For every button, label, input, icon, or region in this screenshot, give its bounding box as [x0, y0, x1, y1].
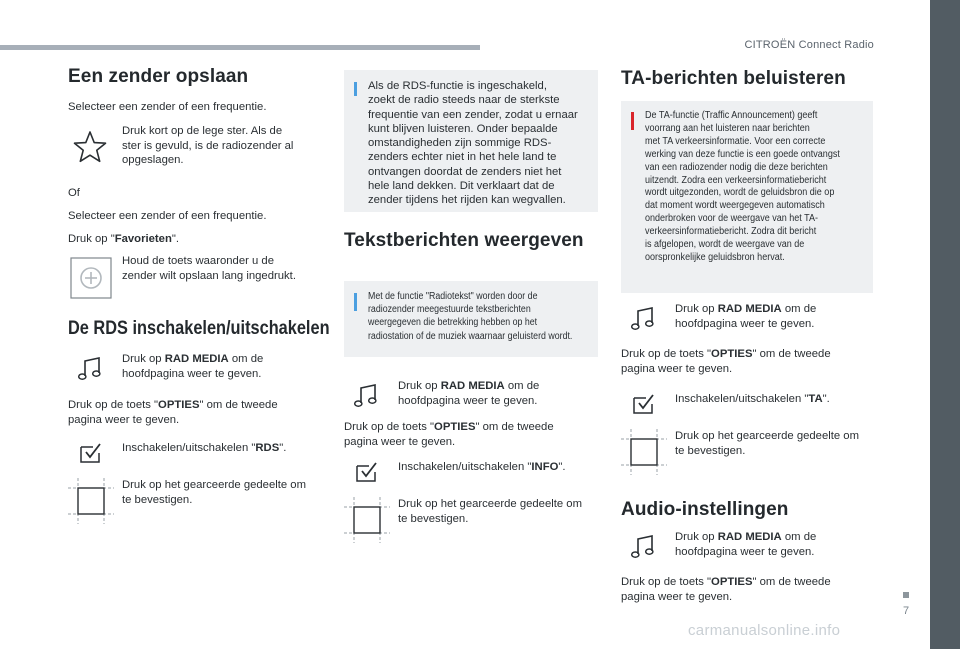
rad-media-instruction: Druk op RAD MEDIA om de hoofdpagina weer te geven. — [122, 353, 264, 380]
header-brand: CITROËN Connect Radio — [744, 39, 874, 51]
add-preset-icon — [70, 257, 112, 299]
section-title-rds: De RDS inschakelen/uitschakelen — [68, 318, 330, 339]
info-icon — [354, 82, 357, 96]
audio-rad-media-instruction: Druk op RAD MEDIA om de hoofdpagina weer te geven. — [675, 531, 817, 558]
info-toggle-instruction: Inschakelen/uitschakelen "INFO". — [398, 461, 566, 473]
audio-options-instruction: Druk op de toets "OPTIES" om de tweede pagina weer te geven. — [621, 576, 831, 603]
confirm-instruction: Druk op het gearceerde gedeelte om te bevestigen. — [675, 430, 860, 457]
section-title-text-messages: Tekstberichten weergeven — [344, 230, 584, 251]
warning-note-ta: De TA-functie (Traffic Announcement) geeft voorrang aan het luisteren naar berichten met TA verkeersinformatie. Voor een correcte werking van deze functie is een goede ontvangst van een radiozender nodig die deze berichten uitzendt. Zodra een verkeersinformatiebericht wordt uitgezonden, wordt de geluidsbron die op dat moment wordt weergegeven automatisch onderbroken voor de weergave van het TA- verkeersinformatiebericht. Zodra dit bericht is afgelopen, wordt de weergave van de oorspronkelijke geluidsbron hervat. — [621, 101, 873, 293]
options-instruction: Druk op de toets "OPTIES" om de tweede pagina weer te geven. — [68, 399, 278, 426]
star-icon — [73, 130, 107, 164]
preset-instruction: Houd de toets waaronder u de zender wilt opslaan lang ingedrukt. — [122, 255, 296, 282]
header-rule — [0, 45, 480, 50]
rad-media-instruction: Druk op RAD MEDIA om de hoofdpagina weer te geven. — [398, 380, 540, 407]
options-instruction: Druk op de toets "OPTIES" om de tweede pagina weer te geven. — [344, 421, 554, 448]
music-note-icon — [352, 383, 380, 411]
checkbox-icon — [356, 461, 378, 483]
page-marker — [903, 592, 909, 598]
confirm-area-icon — [68, 478, 114, 524]
rds-toggle-instruction: Inschakelen/uitschakelen "RDS". — [122, 442, 287, 454]
ta-toggle-instruction: Inschakelen/uitschakelen "TA". — [675, 393, 830, 405]
confirm-area-icon — [344, 497, 390, 543]
section-title-save-station: Een zender opslaan — [68, 66, 249, 87]
checkbox-icon — [633, 393, 655, 415]
star-instruction: Druk kort op de lege ster. Als de ster is gevuld, is de radiozender al opgeslagen. — [122, 125, 294, 166]
paragraph: Selecteer een zender of een frequentie. — [68, 210, 267, 222]
options-instruction: Druk op de toets "OPTIES" om de tweede pagina weer te geven. — [621, 348, 831, 375]
or-text: Of — [68, 187, 80, 199]
music-note-icon — [629, 534, 657, 562]
info-note-radiotext: Met de functie "Radiotekst" worden door de radiozender meegestuurde tekstberichten weergegeven die betrekking hebben op het radiostation of de muziek waarnaar geluisterd wordt. — [344, 281, 598, 357]
paragraph: Selecteer een zender of een frequentie. — [68, 101, 267, 113]
confirm-area-icon — [621, 429, 667, 475]
music-note-icon — [629, 306, 657, 334]
watermark: carmanualsonline.info — [688, 622, 841, 639]
favorites-instruction: Druk op "Favorieten". — [68, 233, 180, 245]
confirm-instruction: Druk op het gearceerde gedeelte om te bevestigen. — [122, 479, 307, 506]
section-title-ta: TA-berichten beluisteren — [621, 68, 846, 89]
music-note-icon — [76, 356, 104, 384]
checkbox-icon — [80, 442, 102, 464]
warning-icon — [631, 112, 634, 130]
section-title-audio-settings: Audio-instellingen — [621, 499, 789, 520]
info-icon — [354, 293, 357, 311]
page-number: 7 — [903, 605, 910, 617]
info-note-rds: Als de RDS-functie is ingeschakeld, zoekt de radio steeds naar de sterkste frequentie van een zender, zodat u ernaar kunt blijven luisteren. Onder bepaalde omstandigheden zijn sommige RDS- zenders echter niet in het hele land te ontvangen doordat de zenders niet het hele land dekken. Dit verklaart dat de zender tijdens het rijden kan wegvallen. — [344, 70, 598, 212]
confirm-instruction: Druk op het gearceerde gedeelte om te bevestigen. — [398, 498, 583, 525]
rad-media-instruction: Druk op RAD MEDIA om de hoofdpagina weer te geven. — [675, 303, 817, 330]
page-side-tab — [930, 0, 960, 649]
